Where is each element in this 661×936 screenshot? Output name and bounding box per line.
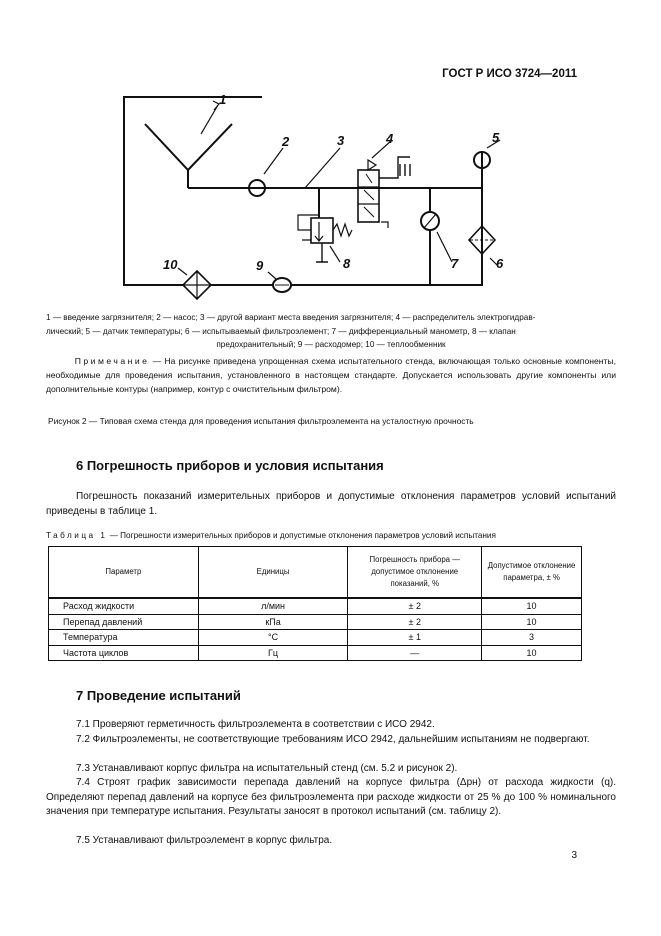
table-cell: Расход жидкости [49,598,199,614]
header-instrument-error: Погрешность прибора — допустимое отклонение показаний, % [348,547,482,599]
table-caption-label: Таблица 1 [46,531,108,540]
table-cell: — [348,645,482,661]
label-8: 8 [343,256,351,271]
figure-caption: Рисунок 2 — Типовая схема стенда для проведения испытания фильтроэлемента на усталостную прочность [48,416,474,426]
table-cell: 10 [482,598,582,614]
table-cell: кПа [198,614,348,630]
section-7-p5: 7.5 Устанавливают фильтроэлемент в корпус фильтра. [76,835,333,846]
legend-line-2: лический; 5 — датчик температуры; 6 — испытываемый фильтроэлемент; 7 — дифференциальный манометр, 8 — клапан [46,326,516,336]
label-6: 6 [496,256,504,271]
section-7-title: 7 Проведение испытаний [76,688,241,703]
table-row [49,614,582,630]
table-cell: Частота циклов [49,645,199,661]
document-header: ГОСТ Р ИСО 3724—2011 [442,68,577,80]
hopper-icon [145,124,232,188]
section-7-p1: 7.1 Проверяют герметичность фильтроэлемента в соответствии с ИСО 2942. [76,719,435,730]
table-cell: 3 [482,630,582,646]
table-row [49,598,582,614]
table-cell: °С [198,630,348,646]
table-cell: 10 [482,614,582,630]
section-6-paragraph: Погрешность показаний измерительных приборов и допустимые отклонения параметров условий испытаний приведены в таблице 1. [46,491,616,517]
section-7-p4: 7.4 Строят график зависимости перепада давлений на корпусе фильтра (Δpн) от расхода жидкости (q). Определяют перепад давлений на корпусе без фильтроэлемента при расходе жидкости от 25 % до 100 % номинального значения при температуре испытания. Результаты заносят в протокол испытаний (см. таблицу 2). [46,777,616,817]
test-bench-schematic [0,0,661,310]
section-7-p3: 7.3 Устанавливают корпус фильтра на испытательный стенд (см. 5.2 и рисунок 2). [76,763,458,774]
section-6-title: 6 Погрешность приборов и условия испытания [76,458,384,473]
legend-line-1: 1 — введение загрязнителя; 2 — насос; 3 — другой вариант места введения загрязнителя; 4 — распределитель электрогидрав- [46,313,536,322]
header-parameter: Параметр [49,547,199,599]
label-10: 10 [163,257,178,272]
note-label: Примечание [74,356,150,366]
label-3: 3 [337,133,345,148]
table-cell: ± 1 [348,630,482,646]
table-cell: ± 2 [348,598,482,614]
table-cell: Гц [198,645,348,661]
figure-legend [46,311,616,352]
table-cell: л/мин [198,598,348,614]
label-2: 2 [282,134,290,149]
table-row [49,645,582,661]
legend-line-3: предохранительный; 9 — расходомер; 10 — теплообменник [216,340,446,349]
figure-note [46,354,616,397]
table-row [49,630,582,646]
page-number: 3 [571,850,577,861]
section-7-p2: 7.2 Фильтроэлементы, не соответствующие требованиям ИСО 2942, дальнейшим испытаниям не подвергают. [76,734,590,745]
table-1 [48,546,582,661]
label-1: 1 [219,92,227,107]
table-cell: ± 2 [348,614,482,630]
header-units: Единицы [198,547,348,599]
table-1-caption [46,531,496,540]
label-5: 5 [492,130,500,145]
table-header-row [49,547,582,599]
table-cell: 10 [482,645,582,661]
pipe-main-loop [124,97,482,285]
note-text: — На рисунке приведена упрощенная схема испытательного стенда, включающая только основные компоненты, необходимые для проведения испытания, установленного в настоящем стандарте. Допускается использовать другие компоненты или дополнительные контуры (например, контур с очистительным фильтром). [46,356,616,395]
safety-valve-icon [311,218,333,243]
label-4: 4 [386,131,394,146]
header-allowed-deviation: Допустимое отклонение параметра, ± % [482,547,582,599]
table-cell: Температура [49,630,199,646]
label-7: 7 [451,256,459,271]
table-cell: Перепад давлений [49,614,199,630]
label-9: 9 [256,258,264,273]
table-caption-text: — Погрешности измерительных приборов и допустимые отклонения параметров условий испытания [107,531,496,540]
